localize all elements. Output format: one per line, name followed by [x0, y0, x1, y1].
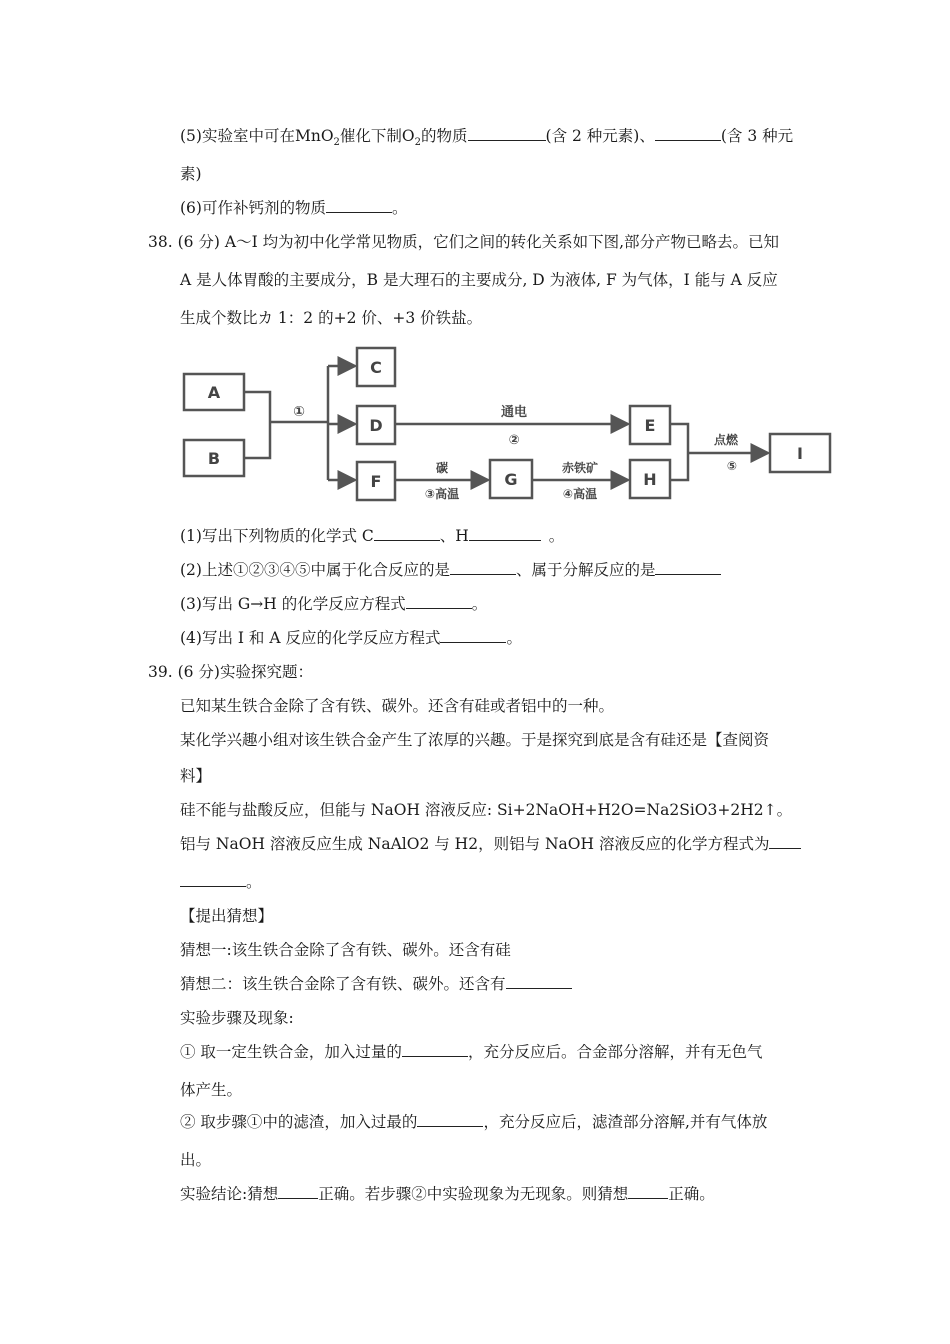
- q39-line1: 已知某生铁合金除了含有铁、碳外。还含有硅或者铝中的一种。: [180, 697, 615, 715]
- q39-steps-heading: 实验步骤及现象:: [180, 1009, 294, 1027]
- box-i-label: I: [797, 444, 803, 463]
- answer-blank[interactable]: [469, 526, 541, 541]
- answer-blank[interactable]: [406, 594, 472, 609]
- q38-sub4: [180, 628, 522, 648]
- answer-blank[interactable]: [655, 560, 721, 575]
- o2-subscript: 2: [414, 137, 422, 149]
- q38-sub2: [180, 560, 721, 580]
- q39-line6-end: 。: [246, 873, 262, 891]
- q39-step2-text-a: ② 取步骤①中的滤渣，加入过最的: [180, 1113, 418, 1131]
- q38-sub1-text-c: 。: [548, 527, 565, 545]
- step3-label: ③高温: [424, 487, 460, 501]
- q38-line3: 生成个数比カ 1：2 的+2 价、+3 价铁盐。: [180, 309, 483, 327]
- q38-line2: A 是人体胃酸的主要成分，B 是大理石的主要成分, D 为液体, F 为气体，I 能与 A 反应: [180, 271, 778, 289]
- q39-step1-line2: 体产生。: [180, 1081, 243, 1099]
- q37-item5-text-b: 催化下制: [339, 127, 402, 145]
- ignite-label: 点燃: [713, 433, 739, 447]
- q39-line3: 料】: [180, 767, 212, 785]
- step4-label: ④高温: [562, 487, 598, 501]
- q39-step2-line2: 出。: [180, 1151, 212, 1169]
- box-f-label: F: [370, 472, 382, 491]
- q38-sub3: [180, 594, 487, 614]
- q39-conclusion-text-b: 正确。若步骤②中实验现象为无现象。则猜想: [318, 1185, 629, 1203]
- answer-blank[interactable]: [374, 526, 440, 541]
- box-d-label: D: [369, 416, 383, 435]
- q39-step1-text-b: ，充分反应后。合金部分溶解，并有无色气: [467, 1043, 763, 1061]
- q39-step1-text-a: ① 取一定生铁合金，加入过量的: [180, 1043, 402, 1061]
- answer-blank[interactable]: [180, 872, 246, 887]
- answer-blank[interactable]: [468, 126, 546, 141]
- step1-label: ①: [293, 404, 305, 420]
- box-b-label: B: [207, 449, 221, 468]
- box-a-label: A: [207, 383, 221, 402]
- q39-step2-line1: [180, 1112, 767, 1132]
- q39-conclusion-text-c: 正确。: [668, 1185, 715, 1203]
- answer-blank[interactable]: [402, 1042, 468, 1057]
- box-e-label: E: [644, 416, 656, 435]
- electrolysis-label: 通电: [500, 405, 528, 420]
- q37-item6-end: 。: [391, 199, 408, 217]
- q38-header: 38. (6 分) A～I 均为初中化学常见物质，它们之间的转化关系如下图,部分产物已略去。已知: [148, 233, 780, 251]
- q39-hypothesis-2-text: 猜想二：该生铁合金除了含有铁、碳外。还含有: [180, 975, 506, 993]
- q39-step1-line1: [180, 1042, 762, 1062]
- answer-blank[interactable]: [440, 628, 506, 643]
- ore-label: 赤铁矿: [561, 461, 599, 475]
- answer-blank[interactable]: [628, 1184, 668, 1199]
- q39-line2: 某化学兴趣小组对该生铁合金产生了浓厚的兴趣。于是探究到底是含有硅还是【查阅资: [180, 731, 770, 749]
- answer-blank[interactable]: [326, 198, 392, 213]
- answer-blank[interactable]: [417, 1112, 483, 1127]
- mno2-formula: MnO: [294, 127, 334, 145]
- q38-sub2-text-b: 、属于分解反应的是: [515, 561, 656, 579]
- q39-line5: [180, 834, 801, 854]
- q38-sub3-text-b: 。: [471, 595, 488, 613]
- q37-item6: [180, 198, 407, 218]
- q39-header: 39. (6 分)实验探究题：: [148, 663, 313, 681]
- q38-sub4-text-a: (4)写出 I 和 A 反应的化学反应方程式: [180, 629, 441, 647]
- q38-sub1-text-a: (1)写出下列物质的化学式 C: [180, 527, 374, 545]
- q39-step2-text-b: ，充分反应后，滤渣部分溶解,并有气体放: [483, 1113, 768, 1131]
- answer-blank[interactable]: [769, 834, 801, 849]
- q39-hypothesis-2: [180, 974, 572, 994]
- answer-blank[interactable]: [450, 560, 516, 575]
- answer-blank[interactable]: [278, 1184, 318, 1199]
- o2-formula: O: [401, 127, 415, 145]
- box-c-label: C: [370, 358, 382, 377]
- q37-item5-text-e: (含 3 种元: [720, 127, 794, 145]
- q39-line6: [180, 872, 262, 892]
- mno2-subscript: 2: [333, 137, 340, 149]
- box-g-label: G: [504, 470, 518, 489]
- q38-sub1: [180, 526, 564, 546]
- box-h-label: H: [643, 470, 657, 489]
- q39-line4: 硅不能与盐酸反应，但能与 NaOH 溶液反应: Si+2NaOH+H2O=Na2SiO3+2H2↑。: [180, 801, 793, 819]
- q37-item6-text: (6)可作补钙剂的物质: [180, 199, 326, 217]
- transformation-diagram: [180, 340, 840, 510]
- step2-label: ②: [508, 433, 520, 448]
- q37-item5-text-a: (5)实验室中可在: [180, 127, 295, 145]
- q39-conclusion-text-a: 实验结论:猜想: [180, 1185, 279, 1203]
- answer-blank[interactable]: [655, 126, 721, 141]
- step5-label: ⑤: [726, 459, 738, 473]
- q37-item5-line1: [180, 126, 793, 153]
- q39-line5-text: 铝与 NaOH 溶液反应生成 NaAlO2 与 H2，则铝与 NaOH 溶液反应的化学方程式为: [180, 835, 770, 853]
- q38-sub4-text-b: 。: [506, 629, 522, 647]
- q37-item5-text-c: 的物质: [421, 127, 468, 145]
- q39-hypothesis-heading: 【提出猜想】: [180, 907, 274, 925]
- q37-item5-text-d: (含 2 种元素)、: [545, 127, 655, 145]
- answer-blank[interactable]: [506, 974, 572, 989]
- q38-sub3-text-a: (3)写出 G→H 的化学反应方程式: [180, 595, 406, 613]
- q39-hypothesis-1: 猜想一:该生铁合金除了含有铁、碳外。还含有硅: [180, 941, 511, 959]
- q37-item5-line2: 素): [180, 165, 202, 183]
- q38-sub1-text-b: 、H: [439, 527, 469, 545]
- q38-sub2-text-a: (2)上述①②③④⑤中属于化合反应的是: [180, 561, 450, 579]
- q39-conclusion: [180, 1184, 715, 1204]
- carbon-label: 碳: [435, 461, 449, 475]
